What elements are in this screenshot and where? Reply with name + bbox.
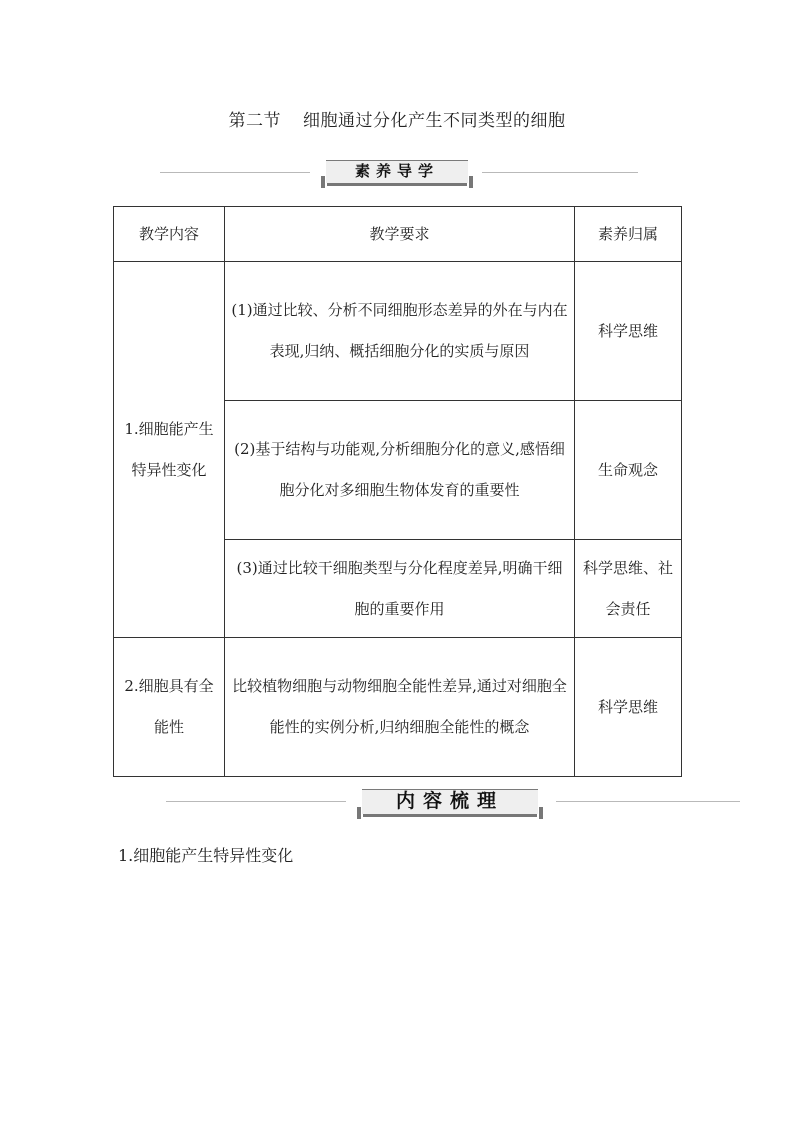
divider-right [482, 172, 638, 173]
header-requirement: 教学要求 [225, 207, 575, 262]
requirement-text: (1)通过比较、分析不同细胞形态差异的外在与内在表现,归纳、概括细胞分化的实质与原因 [231, 301, 568, 360]
section-number: 第二节 [228, 111, 281, 131]
header-content: 教学内容 [114, 207, 225, 262]
content-subheading: 1.细胞能产生特异性变化 [118, 846, 294, 865]
banner-label: 内容梳理 [362, 789, 538, 814]
divider-left [160, 172, 310, 173]
divider-right [556, 801, 740, 802]
requirement-text: (2)基于结构与功能观,分析细胞分化的意义,感悟细胞分化对多细胞生物体发育的重要性 [234, 440, 565, 499]
content-cell: 2.细胞具有全能性 [114, 638, 225, 777]
requirement-text: (3)通过比较干细胞类型与分化程度差异,明确干细胞的重要作用 [236, 558, 563, 618]
section-name: 细胞通过分化产生不同类型的细胞 [303, 111, 566, 131]
requirement-cell [225, 540, 575, 638]
literacy-cell: 科学思维、社会责任 [575, 540, 682, 638]
literacy-cell: 科学思维 [575, 262, 682, 401]
table-header-row [114, 207, 682, 262]
teaching-requirements-table [113, 206, 682, 777]
section-banner-guidance [160, 160, 638, 186]
requirement-cell [225, 638, 575, 777]
table-row [114, 638, 682, 777]
banner-label: 素养导学 [326, 160, 468, 183]
content-cell: 1.细胞能产生特异性变化 [114, 262, 225, 638]
literacy-cell: 科学思维 [575, 638, 682, 777]
literacy-cell: 生命观念 [575, 401, 682, 540]
header-literacy: 素养归属 [575, 207, 682, 262]
table-row [114, 262, 682, 401]
requirement-text: 比较植物细胞与动物细胞全能性差异,通过对细胞全能性的实例分析,归纳细胞全能性的概念 [232, 677, 567, 736]
section-banner-content [166, 789, 740, 815]
requirement-cell [225, 401, 575, 540]
page-title [0, 106, 794, 131]
requirement-cell [225, 262, 575, 401]
divider-left [166, 801, 346, 802]
